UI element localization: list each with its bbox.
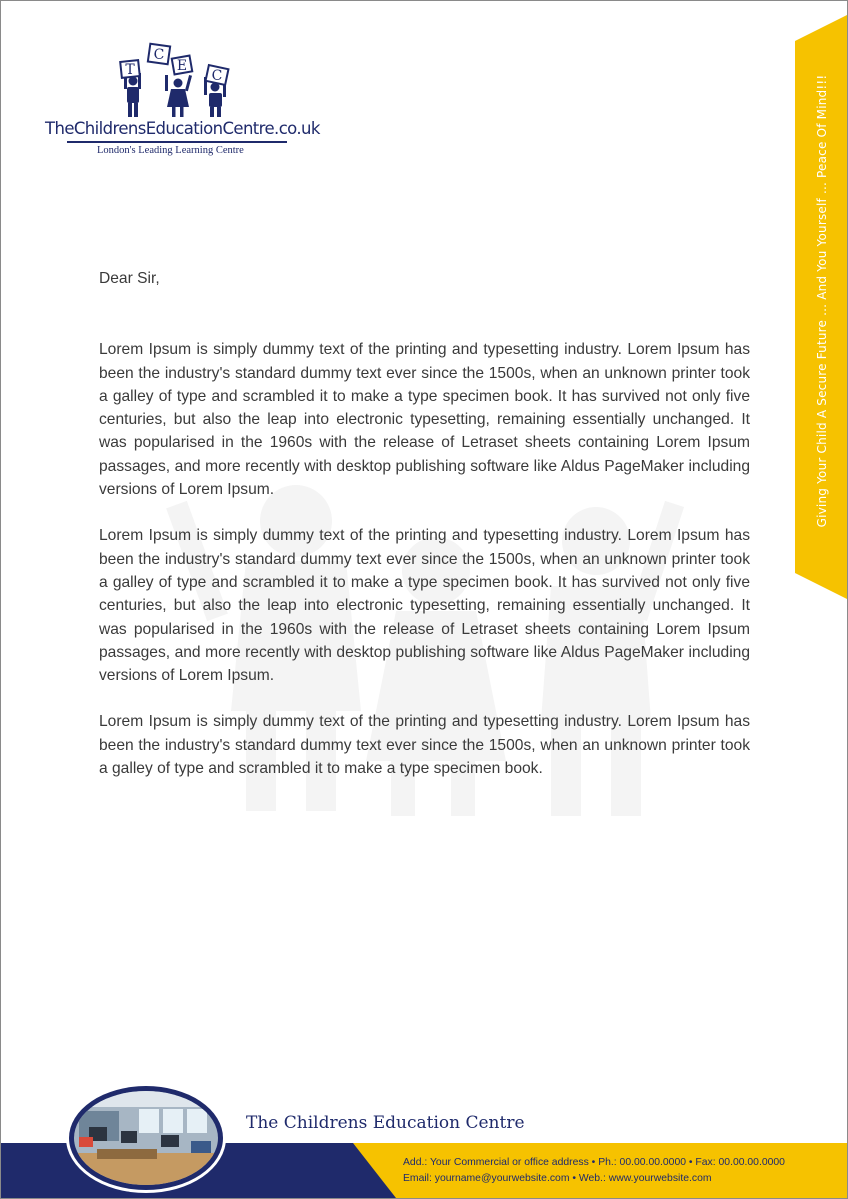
logo-letter: C [211,68,223,84]
footer-title: The Childrens Education Centre [246,1113,525,1133]
logo-letter: E [176,58,188,74]
footer-address-line: Add.: Your Commercial or office address • Ph.: 00.00.00.0000 • Fax: 00.00.00.0000 [403,1157,785,1168]
salutation: Dear Sir, [99,270,160,287]
body-paragraph: Lorem Ipsum is simply dummy text of the printing and typesetting industry. Lorem Ipsum has been the industry's standard dummy text ever since the 1500s, when an unknown printer took a galley of type and scrambled it to make a type specimen book. It has survived not only five centuries, but also the leap into electronic typesetting, remaining essentially unchanged. It was popularised in the 1960s with the release of Letraset sheets containing Lorem Ipsum passages, and more recently with desktop publishing software like Aldus PageMaker including versions of Lorem Ipsum. [99,527,750,685]
ribbon-slogan: Giving Your Child A Secure Future ... And You Yourself ... Peace Of Mind!!! [815,74,829,528]
footer-contact [403,1155,785,1187]
body-paragraph: Lorem Ipsum is simply dummy text of the printing and typesetting industry. Lorem Ipsum has been the industry's standard dummy text ever since the 1500s, when an unknown printer took a galley of type and scrambled it to make a type specimen book. It has survived not only five centuries, but also the leap into electronic typesetting, remaining essentially unchanged. It was popularised in the 1960s with the release of Letraset sheets containing Lorem Ipsum passages, and more recently with desktop publishing software like Aldus PageMaker including versions of Lorem Ipsum. [99,341,750,499]
logo-letter: T [125,62,135,78]
letter-body [99,267,750,803]
logo-tagline: London's Leading Learning Centre [97,145,244,156]
logo-name: TheChildrensEducationCentre.co.uk [45,119,320,138]
logo-rule [67,141,287,143]
body-paragraph: Lorem Ipsum is simply dummy text of the printing and typesetting industry. Lorem Ipsum has been the industry's standard dummy text ever since the 1500s, when an unknown printer took a galley of type and scrambled it to make a type specimen book. [99,713,750,778]
footer-email-line: Email: yourname@yourwebsite.com • Web.: www.yourwebsite.com [403,1173,712,1184]
children-figures-icon [111,41,241,119]
classroom-photo-icon [66,1083,226,1193]
logo-letter: C [153,47,165,63]
tcec-logo [41,41,321,161]
